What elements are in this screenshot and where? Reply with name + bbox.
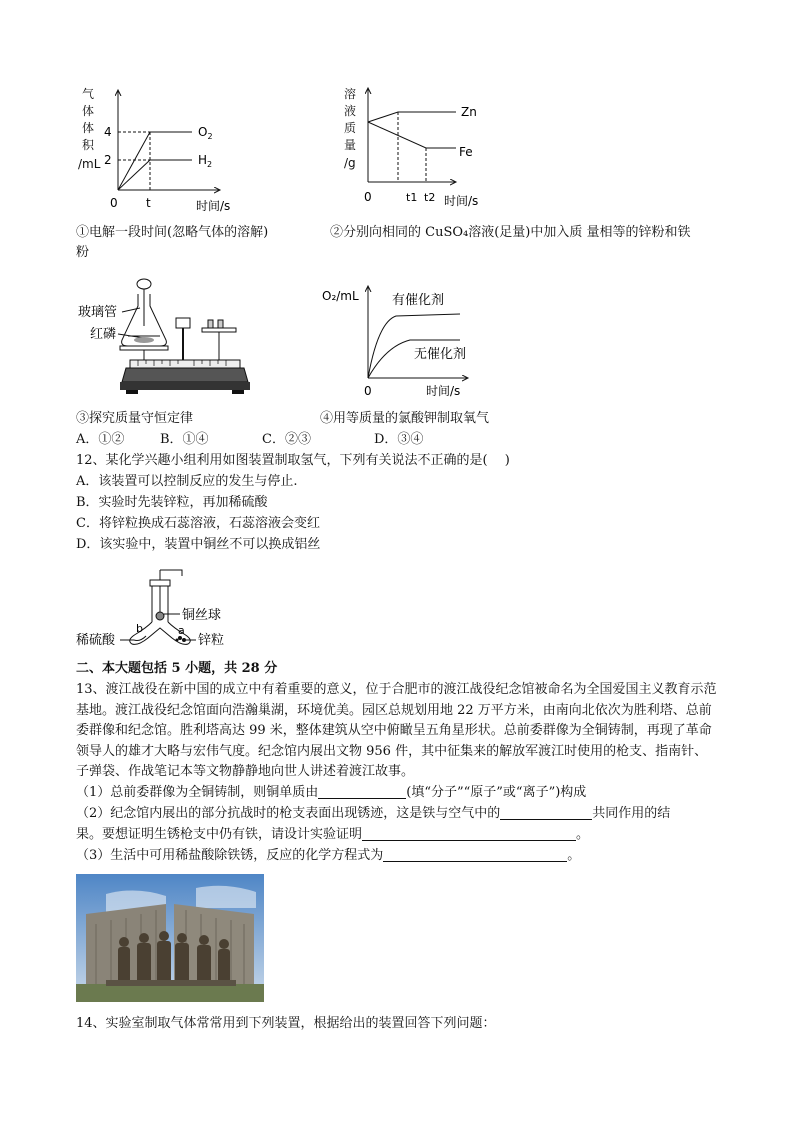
- q13-sub2-cont: 果。要想证明生锈枪支中仍有铁，请设计实验证明 。: [76, 827, 590, 842]
- answer-blank[interactable]: [500, 805, 592, 820]
- graph2-xtick-0: 0: [364, 190, 372, 204]
- graph1-label-h2: $H_2$: [198, 153, 213, 169]
- graph2-xtick-t2: t2: [424, 191, 436, 204]
- graph2-xlabel: 时间/s: [444, 194, 479, 208]
- graph1-xlabel: 时间/s: [196, 199, 231, 213]
- memorial-photo: [76, 874, 264, 1002]
- svg-text:溶: 溶: [344, 87, 357, 101]
- copper-ball: [156, 612, 164, 620]
- graph2-xtick-t1: t1: [406, 191, 418, 204]
- graph2-label-fe: Fe: [459, 145, 473, 159]
- graph4-xtick-0: 0: [364, 384, 372, 398]
- graph4-label-no-catalyst: 无催化剂: [414, 347, 467, 362]
- graph2-line-zn: [368, 112, 456, 122]
- graph2-label-zn: Zn: [461, 105, 477, 119]
- q11-option-d: D．③④: [374, 432, 424, 447]
- q12-option-b: B．实验时先装锌粒，再加稀硫酸: [76, 495, 268, 510]
- label-red-phosphorus: 红磷: [90, 327, 117, 342]
- label-a: a: [178, 624, 185, 637]
- q12-option-a: A．该装置可以控制反应的发生与停止.: [76, 474, 298, 489]
- balance-base: [122, 368, 248, 382]
- q13-passage: 13、渡江战役在新中国的成立中有着重要的意义，位于合肥市的渡江战役纪念馆被命名为全国爱国主义教育示范基地。渡江战役纪念馆面向浩瀚巢湖，环境优美。园区总规划用地 22 万平方米，由南向北依次为胜利塔、总前委群像和纪念馆。胜利塔高达 99 米，整体建筑从空中俯瞰呈五角星形状。总前委群像为全铜铸制，再现了革命领导人的雄才大略与宏伟气度。纪念馆内展出文物 956 件，其中征集来的解放军渡江时使用的枪支、指南针、子弹袋、作战笔记本等文物静静地向世人讲述着渡江故事。: [76, 682, 717, 779]
- graph1-ylabel: [78, 86, 101, 171]
- graph1-line-o2: [118, 132, 192, 190]
- graph1-line-h2: [118, 160, 192, 190]
- q13-sub1: （1）总前委群像为全铜铸制，则铜单质由 (填“分子”“原子”或“离子”)构成: [76, 785, 587, 800]
- q13-sub3: （3）生活中可用稀盐酸除铁锈，反应的化学方程式为 。: [76, 848, 581, 863]
- graph4-curve-catalyst: [368, 314, 460, 378]
- svg-text:/mL: /mL: [78, 157, 101, 171]
- q11-option-c: C．②③: [262, 432, 311, 447]
- answer-blank[interactable]: [383, 847, 567, 862]
- label-glass-tube: 玻璃管: [78, 305, 118, 320]
- graph2-ylabel: [344, 86, 356, 170]
- caption-4: ④用等质量的氯酸钾制取氧气: [320, 411, 490, 426]
- q12-option-c: C．将锌粒换成石蕊溶液，石蕊溶液会变红: [76, 516, 320, 531]
- graph1-ytick-2: 2: [104, 153, 112, 167]
- answer-blank[interactable]: [362, 826, 576, 841]
- label-b: b: [136, 622, 143, 635]
- answer-blank[interactable]: [318, 784, 406, 799]
- label-acid: 稀硫酸: [76, 633, 116, 648]
- graph4-label-catalyst: 有催化剂: [392, 293, 445, 308]
- caption-2-cont: 粉: [76, 245, 90, 260]
- q13-sub2: （2）纪念馆内展出的部分抗战时的枪支表面出现锈迹，这是铁与空气中的 共同作用的结: [76, 806, 671, 821]
- svg-text:气: 气: [82, 87, 95, 101]
- graph1-ytick-4: 4: [104, 125, 112, 139]
- q12-stem: 12、某化学兴趣小组利用如图装置制取氢气，下列有关说法不正确的是( ): [76, 453, 510, 468]
- figure-y-tube: [76, 566, 246, 650]
- q11-option-b: B．①④: [160, 432, 209, 447]
- stopper: [150, 580, 170, 586]
- graph4-ylabel: O₂/mL: [322, 289, 359, 303]
- graph4-xlabel: 时间/s: [426, 384, 461, 398]
- balance-scale: [130, 360, 240, 368]
- svg-text:液: 液: [344, 104, 357, 118]
- label-copper-ball: 铜丝球: [182, 608, 222, 623]
- graph-solution-mass: [338, 84, 508, 214]
- graph1-label-o2: $O_2$: [198, 125, 213, 141]
- caption-2: ②分别向相同的 CuSO₄溶液(足量)中加入质 量相等的锌粉和铁: [330, 225, 691, 240]
- section-heading: 二、本大题包括 5 小题，共 28 分: [76, 661, 278, 676]
- svg-text:/g: /g: [344, 156, 356, 170]
- graph1-xtick-t: t: [146, 196, 151, 210]
- figure-mass-conservation: [76, 276, 252, 398]
- q12-option-d: D．该实验中，装置中铜丝不可以换成铝丝: [76, 537, 321, 552]
- graph2-line-fe: [368, 122, 456, 148]
- balloon: [137, 279, 151, 289]
- graph-electrolysis: [74, 84, 244, 219]
- svg-text:质: 质: [344, 121, 357, 135]
- svg-text:量: 量: [344, 138, 357, 152]
- graph1-xtick-0: 0: [110, 196, 118, 210]
- graph-catalyst: [320, 282, 496, 402]
- svg-text:积: 积: [82, 138, 95, 152]
- q11-option-a: A．①②: [76, 432, 125, 447]
- caption-3: ③探究质量守恒定律: [76, 411, 194, 426]
- label-zinc: 锌粒: [198, 633, 225, 648]
- svg-text:体: 体: [82, 121, 95, 135]
- q14-stem: 14、实验室制取气体常常用到下列装置，根据给出的装置回答下列问题：: [76, 1016, 496, 1031]
- svg-text:体: 体: [82, 104, 95, 118]
- caption-1: ①电解一段时间(忽略气体的溶解): [76, 225, 269, 240]
